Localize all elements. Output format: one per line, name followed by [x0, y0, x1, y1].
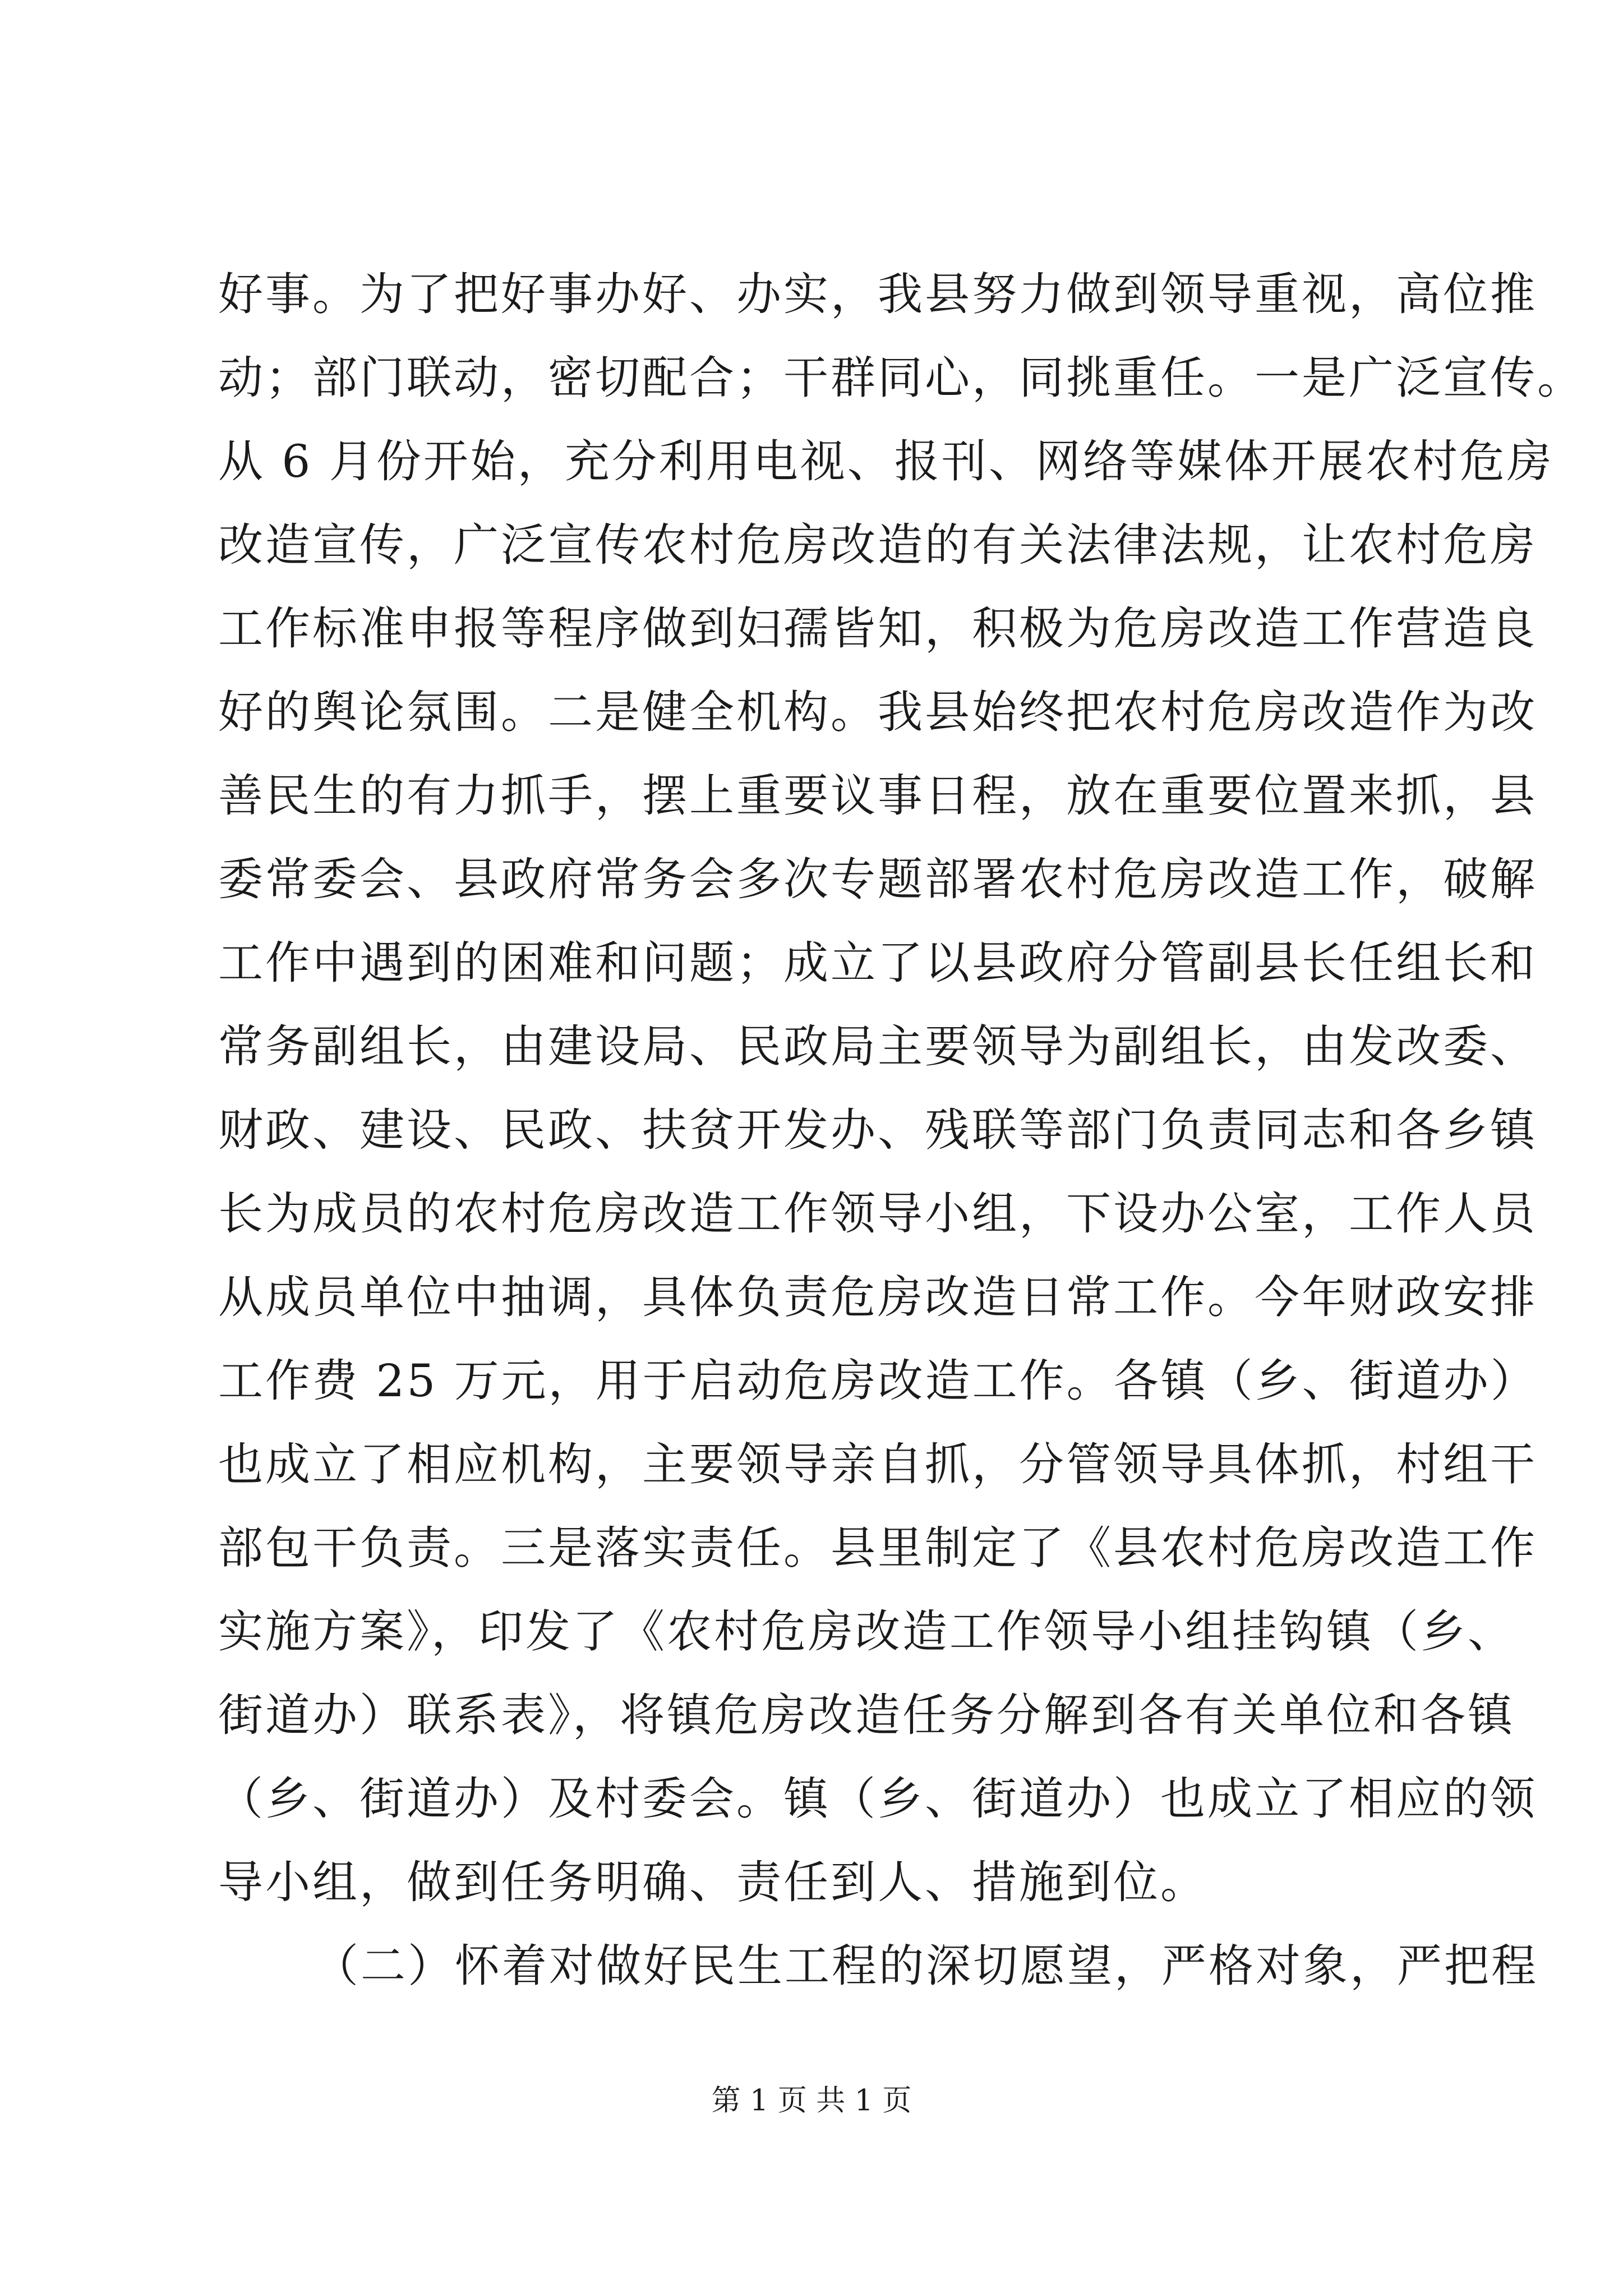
text-line: 工作费 25 万元，用于启动危房改造工作。各镇（乡、街道办）	[218, 1355, 1538, 1407]
text-line: 善民生的有力抓手，摆上重要议事日程，放在重要位置来抓，县	[218, 770, 1537, 822]
text-line: 委常委会、县政府常务会多次专题部署农村危房改造工作，破解	[218, 853, 1537, 905]
text-line: 长为成员的农村危房改造工作领导小组，下设办公室，工作人员	[218, 1188, 1537, 1240]
text-line: 好事。为了把好事办好、办实，我县努力做到领导重视，高位推	[218, 268, 1537, 320]
text-line: 工作中遇到的困难和问题；成立了以县政府分管副县长任组长和	[218, 937, 1537, 989]
text-line: 街道办）联系表》，将镇危房改造任务分解到各有关单位和各镇	[218, 1689, 1515, 1741]
text-line: 也成立了相应机构，主要领导亲自抓，分管领导具体抓，村组干	[218, 1438, 1537, 1490]
text-line: 工作标准申报等程序做到妇孺皆知，积极为危房改造工作营造良	[218, 602, 1537, 655]
page-footer: 第 1 页 共 1 页	[711, 2084, 912, 2118]
text-line: 实施方案》，印发了《农村危房改造工作领导小组挂钩镇（乡、	[218, 1605, 1515, 1658]
text-line: （乡、街道办）及村委会。镇（乡、街道办）也成立了相应的领	[218, 1773, 1537, 1825]
text-line: 从 6 月份开始，充分利用电视、报刊、网络等媒体开展农村危房	[218, 435, 1554, 487]
text-line: 改造宣传，广泛宣传农村危房改造的有关法律法规，让农村危房	[218, 519, 1537, 571]
section-heading-line: （二）怀着对做好民生工程的深切愿望，严格对象，严把程	[313, 1940, 1538, 1992]
text-line: 从成员单位中抽调，具体负责危房改造日常工作。今年财政安排	[218, 1271, 1537, 1323]
text-line: 常务副组长，由建设局、民政局主要领导为副组长，由发改委、	[218, 1020, 1537, 1073]
text-line: 好的舆论氛围。二是健全机构。我县始终把农村危房改造作为改	[218, 686, 1537, 738]
text-line: 财政、建设、民政、扶贫开发办、残联等部门负责同志和各乡镇	[218, 1104, 1537, 1156]
text-line: 动；部门联动，密切配合；干群同心，同挑重任。一是广泛宣传。	[218, 352, 1584, 404]
text-line: 部包干负责。三是落实责任。县里制定了《县农村危房改造工作	[218, 1522, 1537, 1574]
text-line: 导小组，做到任务明确、责任到人、措施到位。	[218, 1856, 1207, 1908]
